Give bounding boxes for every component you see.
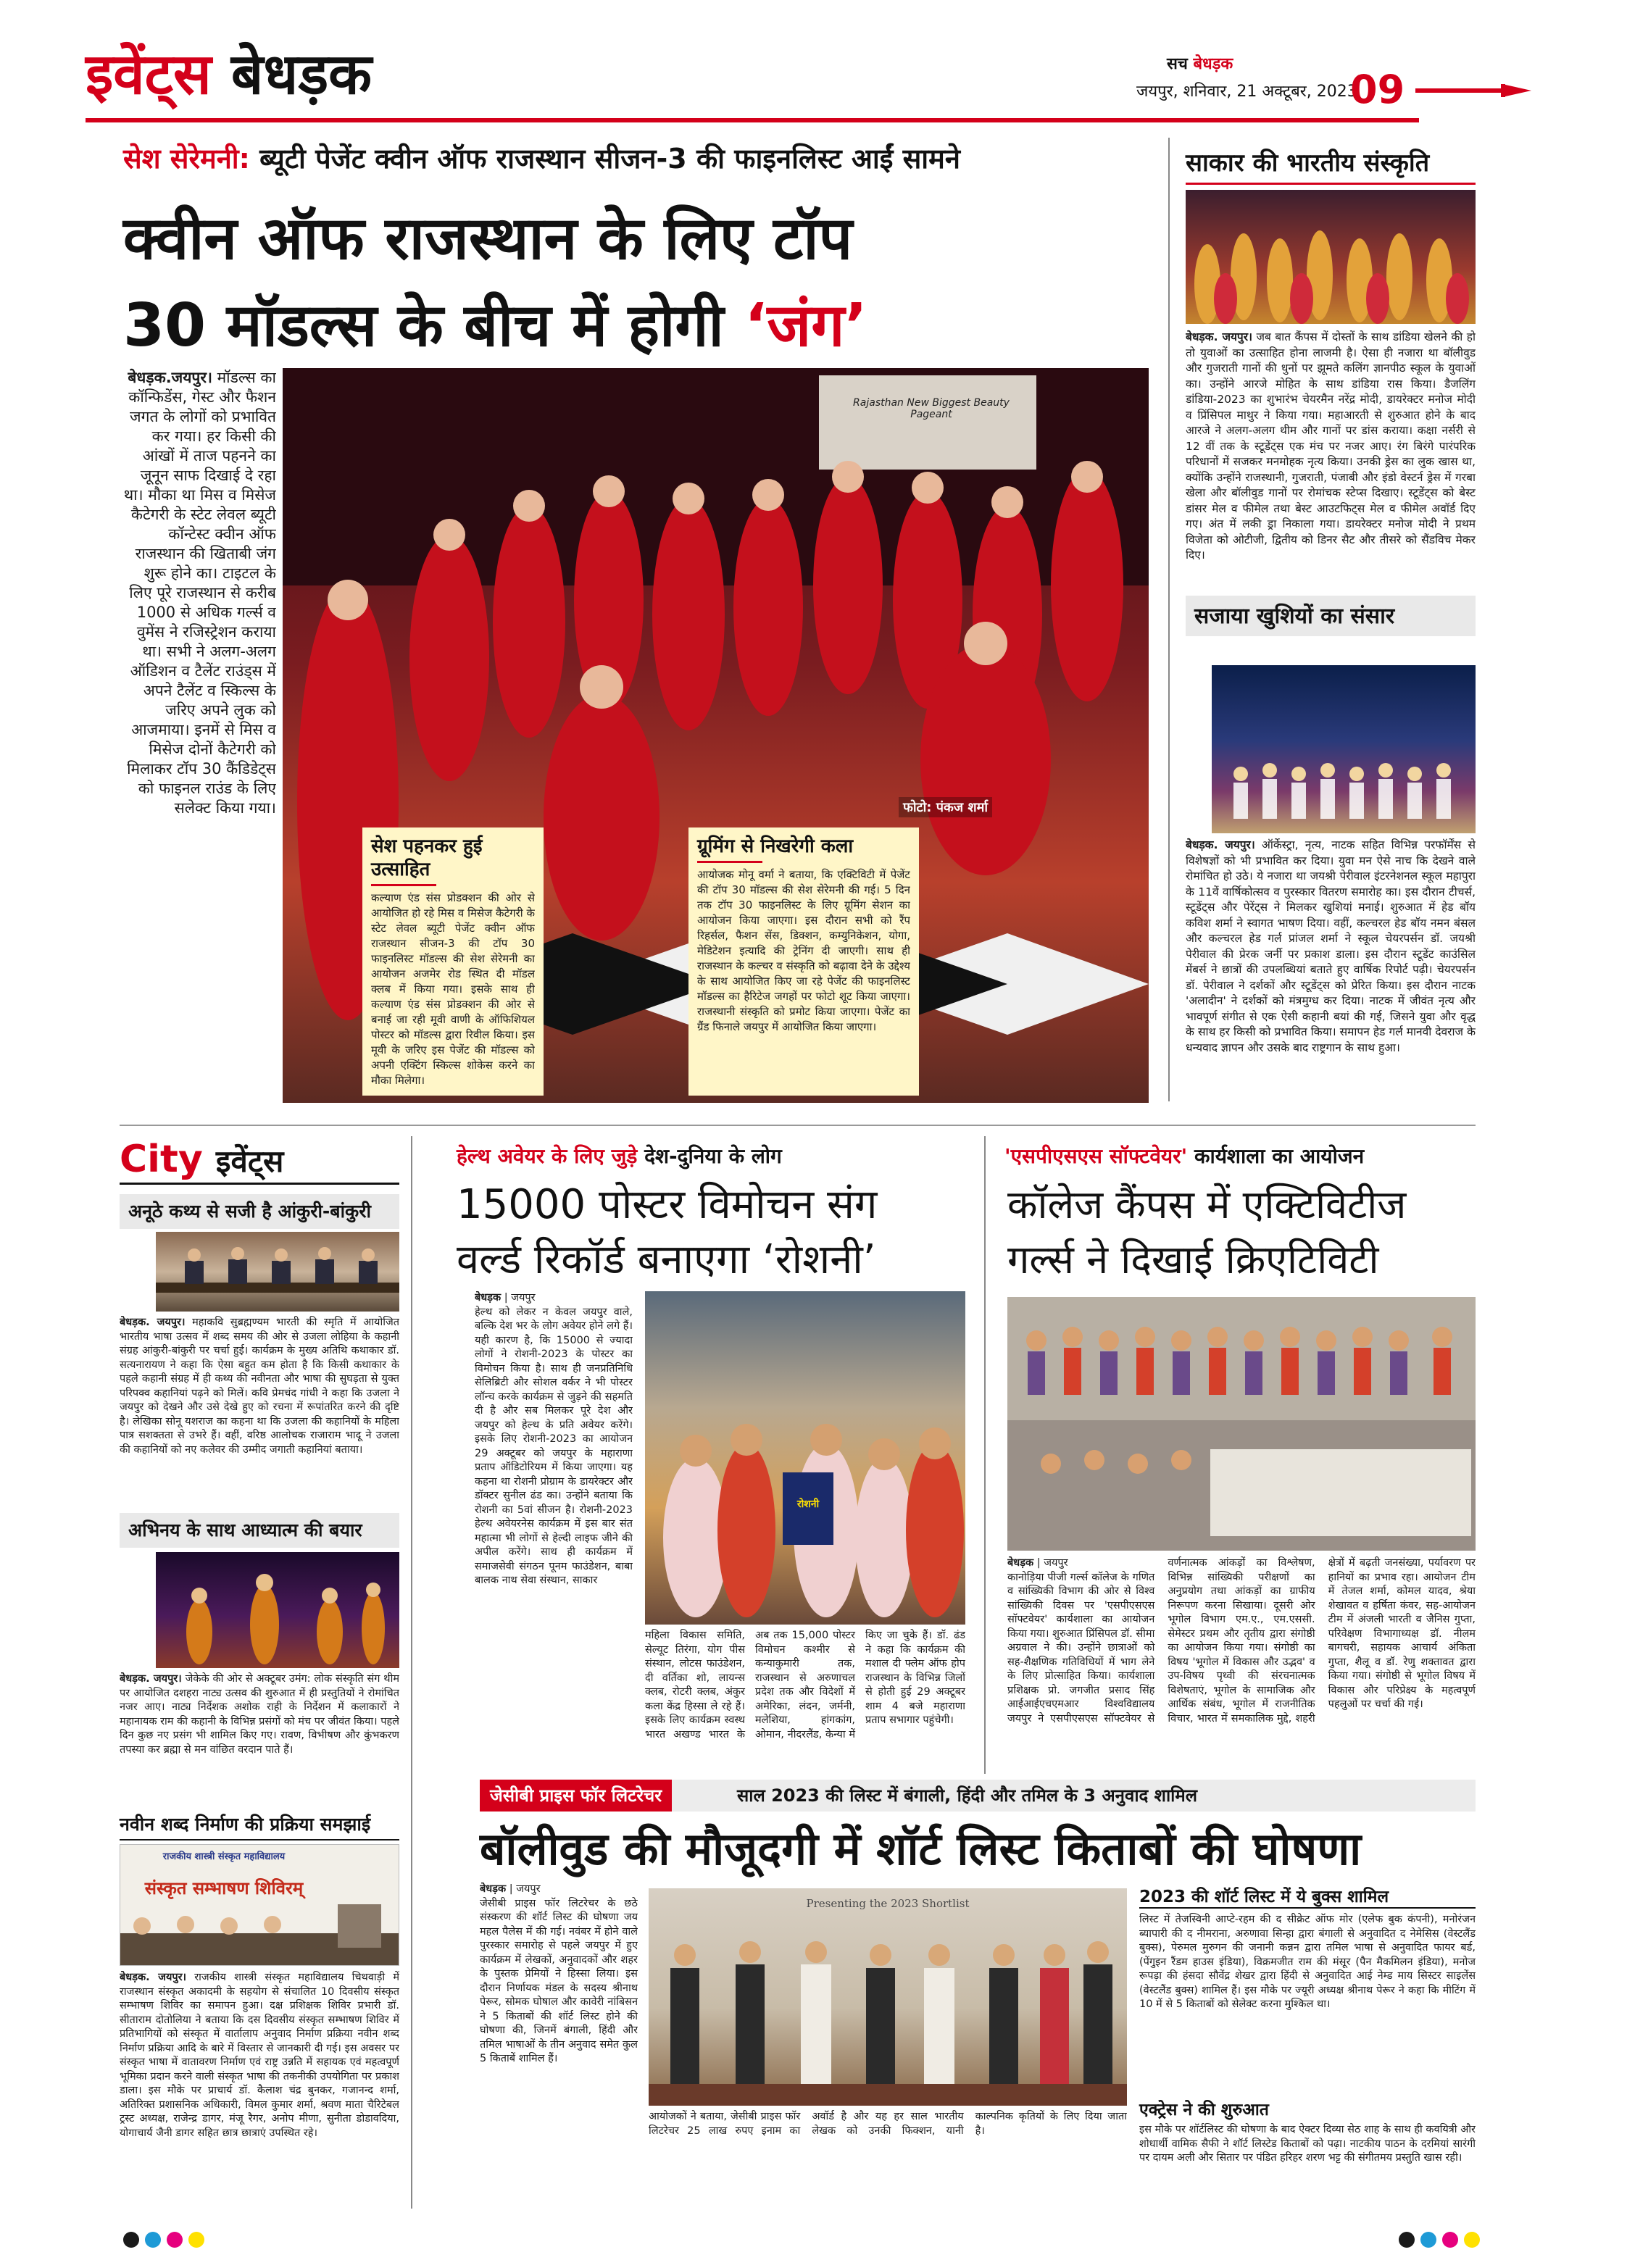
- lead-body: बेधड़क.जयपुर। मॉडल्स का कॉन्फिडेंस, गेस्ट और फैशन जगत के लोगों को प्रभावित कर गया। हर किसी की आंखों में ताज पहनने का जूनून साफ दिखाई दे रहा था। मौका था मिस व मिसेज कैटेगरी के स्टेट लेवल ब्यूटी कॉन्टेस्ट क्वीन ऑफ राजस्थान की खिताबी जंग शुरू होने का। टाइटल के लिए पूरे राजस्थान से करीब 1000 से अधिक गर्ल्स व वुमेंस ने रजिस्ट्रेशन कराया था। सभी ने अलग-अलग ऑडिशन व टैलेंट राउंड्स में अपने टैलेंट व स्किल्स के जरिए अपने लुक को आजमाया। इनमें से मिस व मिसेज दोनों कैटेगरी को मिलाकर टॉप 30 कैंडिडेट्स को फाइनल राउंड के लिए सलेक्ट किया गया।: [123, 369, 276, 817]
- sidebar-top-rule: [1186, 183, 1476, 185]
- jcb-kicker-bar: [480, 1780, 1476, 1812]
- city-story-2-body: बेधड़क. जयपुर। जेकेके की ओर से अक्टूबर उमंग: लोक संस्कृति संग थीम पर आयोजित दशहरा नाट्य उत्सव की शुरुआत में ही प्रस्तुतियों ने रोमांचित नजर आए। नाट्य निर्देशक अशोक राही के निर्देशन में कलाकारों ने महानायक राम की कहानी के विभिन्न प्रसंगों को मंच पर जीवंत किया। पहले दिन कुछ नए प्रसंग भी शामिल किए गए। रावण, विभीषण और कुंभकरण तपस्या कर ब्रह्मा से मन वांछित वरदान पाते हैं।: [120, 1673, 399, 1756]
- roshni-photo: [645, 1291, 965, 1625]
- city-story-2-photo: [156, 1552, 399, 1668]
- print-dots-right: [1399, 2232, 1486, 2251]
- roshni-column-rule: [984, 1136, 986, 1774]
- city-story-3-title: नवीन शब्द निर्माण की प्रक्रिया समझाई: [120, 1814, 371, 1835]
- box1-title: सेश पहनकर हुई उत्साहित: [371, 835, 483, 880]
- dot-cyan: [1420, 2232, 1436, 2248]
- sidebar-mid-body: बेधड़क. जयपुर। ऑर्केस्ट्रा, नृत्य, नाटक सहित विभिन्न परफॉर्मेंस से विशेषज्ञों को भी प्रभावित कर दिया। युवा मन ऐसे नाच कि देखने वाले रोमांचित हो उठे। ये नजारा था जयश्री पेरीवाल इंटरनेशनल स्कूल महापुरा के 11वें वार्षिकोत्सव व पुरस्कार वितरण समारोह का। इस दौरान टीचर्स, स्टूडेंट्स और पेरेंट्स ने मिलकर खुशियां मनाई। शुरुआत में हेड बॉय कविश शर्मा ने स्वागत भाषण दिया। वहीं, कल्चरल हेड बॉय नमन बंसल और कल्चरल हेड गर्ल प्रांजल शर्मा ने स्कूल चेयरपर्सन डॉ. जयश्री पेरीवाल की प्रेरक जर्नी पर प्रकाश डाला। इस दौरान स्टूडेंट काउंसिल मेंबर्स ने छात्रों की उपलब्धियां बताते हुए वार्षिक रिपोर्ट पढ़ी। चेयरपर्सन डॉ. पेरीवाल ने दर्शकों और स्टूडेंट्स को प्रेरित किया। इस दौरान नाटक 'अलादीन' ने दर्शकों को मंत्रमुग्ध कर दिया। नाटक में जीवंत नृत्य और भावपूर्ण संगीत से एक ऐसी कहानी बयां की गई, जिसने युवा और वृद्ध के साथ हर किसी को प्रभावित किया। समापन हेड गर्ल मानवी देवराज के धन्यवाद ज्ञापन और उसके बाद राष्ट्रगान के साथ हुआ।: [1186, 838, 1476, 1054]
- jcb-headline: बॉलीवुड की मौजूदगी में शॉर्ट लिस्ट किताबों की घोषणा: [480, 1822, 1362, 1875]
- photo-sign-text: Rajasthan New Biggest Beauty Pageant: [853, 397, 1010, 420]
- section-title: [86, 42, 372, 107]
- roshni-headline: 15000 पोस्टर विमोचन संग वर्ल्ड रिकॉर्ड बनाएगा ‘रोशनी’: [457, 1181, 878, 1283]
- jcb-list-rule: [1139, 1907, 1476, 1909]
- city-story-3-rule: [120, 1839, 399, 1840]
- dot-magenta: [1442, 2232, 1458, 2248]
- banner-college-name: राजकीय शास्त्री संस्कृत महाविद्यालय: [162, 1851, 286, 1862]
- spss-body: बेधड़क | जयपुर कानोड़िया पीजी गर्ल्स कॉलेज के गणित व सांख्यिकी विभाग की ओर से विश्व सांख्यिकी दिवस पर 'एसपीएसएस सॉफ्टवेयर' कार्यशाला का आयोजन किया गया। शुरुआत प्रिंसिपल डॉ. सीमा अग्रवाल ने की। उन्होंने छात्राओं को सह-शैक्षणिक गतिविधियों में भाग लेने के लिए प्रोत्साहित किया। कार्यशाला प्रशिक्षक प्रो. जगजीत प्रसाद सिंह आईआईएचएमआर विश्वविद्यालय जयपुर ने एसपीएसएस सॉफ्टवेयर से वर्णनात्मक आंकड़ों का विश्लेषण, विभिन्न सांख्यिकी परीक्षणों का अनुप्रयोग तथा आंकड़ों का ग्राफीय निरूपण करना सिखाया। दूसरी ओर भूगोल विभाग एम.ए., एम.एससी. सेमेस्टर प्रथम और तृतीय द्वारा संगोष्ठी का आयोजन किया गया। संगोष्ठी का विषय 'भूगोल में विकास और उद्भव' व उप-विषय पृथ्वी की संरचनात्मक विशेषताएं, भूगोल के सामाजिक और आर्थिक संबंध, भूगोल में राजनीतिक विचार, भारत में समकालिक मुद्दे, शहरी क्षेत्रों में बढ़ती जनसंख्या, पर्यावरण पर हानियों का प्रभाव रहा। आयोजन टीम में तेजल शर्मा, कोमल यादव, श्रेया शेखावत व हर्षिता कंवर, सह-आयोजन टीम में अंजली भारती व जैनिस गुप्ता, परिवेक्षण विभागाध्यक्ष डॉ. नीलम बागचरी, सहायक आचार्य अंकिता गुप्ता, शैलू व डॉ. रेणु शक्तावत द्वारा किया गया। संगोष्ठी से भूगोल विषय में विकास और परिप्रेक्ष्य के महत्वपूर्ण पहलुओं पर चर्चा की गई।: [1007, 1557, 1476, 1725]
- pen-icon: [1415, 80, 1539, 101]
- city-story-3-body: बेधड़क. जयपुर। राजकीय शास्त्री संस्कृत महाविद्यालय चिथवाड़ी में राजस्थान संस्कृत अकादमी के सहयोग से संचालित 10 दिवसीय संस्कृत सम्भाषण शिविर का समापन हुआ। दक्ष प्रशिक्षक शिविर प्रभारी डॉ. सीताराम दोतोलिया ने बताया कि दस दिवसीय संस्कृत सम्भाषण शिविर में प्रतिभागियों को संस्कृत में वार्तालाप अनुवाद निर्माण प्रक्रिया नवीन शब्द निर्माण प्रक्रिया आदि के बारे में विस्तार से जानकारी दी गई। इस अवसर पर संस्कृत भाषा में वातावरण निर्माण एवं राष्ट्र उन्नति में सहायक एवं महत्वपूर्ण भूमिका प्रदान करने वाली संस्कृत भाषा की तकनीकी उपयोगिता पर प्रकाश डाला। इस मौके पर प्राचार्य डॉ. कैलाश चंद्र बुनकर, गजानन्द शर्मा, अतिरिक्त प्रशासनिक अधिकारी, विमल कुमार शर्मा, श्रवण माता चैरिटेबल ट्रस्ट अध्यक्ष, राजेन्द्र डागर, मंजू रैगर, अनोप मीणा, सुनीता डोडावदिया, योगाचार्य जैनी डागर सहित छात्र छात्राएं उपस्थित रहे।: [120, 1972, 399, 2139]
- box2-body: आयोजक मोनू वर्मा ने बताया, कि एक्टिविटी में पेजेंट की टॉप 30 मॉडल्स की सेश सेरेमनी की गई। 5 दिन तक टॉप 30 फाइनलिस्ट के लिए ग्रूमिंग सेशन का आयोजन किया जाएगा। इस दौरान सभी को रैंप रिहर्सल, फैशन सेंस, डिक्शन, कम्युनिकेशन, योगा, मेडिटेशन इत्यादि की ट्रेनिंग दी जाएगी। साथ ही राजस्थान के कल्चर व संस्कृति को बढ़ावा देने के उद्देश्य के साथ आयोजित किए जा रहे पेजेंट की फाइनलिस्ट मॉडल्स का हैरिटेज जगहों पर फोटो शूट किया जाएगा। राजस्थानी संस्कृति को प्रमोट किया जाएगा। पेजेंट का ग्रैंड फिनाले जयपुर में आयोजित किया जाएगा।: [697, 868, 910, 1033]
- roshni-body-left: बेधड़क | जयपुर हेल्थ को लेकर न केवल जयपुर वाले, बल्कि देश भर के लोग अवेयर होने लगे हैं। यही कारण है, कि 15000 से ज्यादा लोगों ने रोशनी-2023 के पोस्टर का विमोचन किया है। साथ ही जनप्रतिनिधि सेलिब्रिटी और सोशल वर्कर ने भी पोस्टर लॉन्च करके कार्यक्रम से जुड़ने की सहमति दी है और सब मिलकर पूरे देश और जयपुर को हेल्थ के प्रति अवेयर करेंगे। इसके लिए रोशनी-2023 का आयोजन 29 अक्टूबर को जयपुर के महाराणा प्रताप ऑडिटोरियम में किया जाएगा। यह कहना था रोशनी प्रोग्राम के डायरेक्टर और डॉक्टर सुनील ढंड का। उन्होंने बताया कि रोशनी का 5वां सीजन है। रोशनी-2023 हेल्थ अवेयरनेस कार्यक्रम में इस बार संत महात्मा भी लोगों से हेल्दी लाइफ जीने की अपील करेंगे। साथ ही कार्यक्रम में समाजसेवी संगठन पूनम फाउंडेशन, बाबा बालक नाथ सेवा संस्थान, साकार: [475, 1292, 633, 1586]
- jcb-body-bottom: आयोजकों ने बताया, जेसीबी प्राइस फॉर लिटरेचर 25 लाख रुपए इनाम का अवॉर्ड है और यह हर साल भारतीय लेखक को उनकी फिक्शन, यानी काल्पनिक कृतियों के लिए दिया जाता है।: [649, 2111, 1127, 2137]
- right-column-rule: [1168, 138, 1170, 1101]
- city-story-1-body: बेधड़क. जयपुर। महाकवि सुब्रह्मण्यम भारती की स्मृति में आयोजित भारतीय भाषा उत्सव में शब्द समय की ओर से उजला लोहिया के कहानी संग्रह आंकुरी-बांकुरी पर चर्चा हुई। कार्यक्रम के मुख्य अतिथि कथाकार डॉ. सत्यनारायण ने कहा कि ऐसा बहुत कम होता है कि किसी कथाकार के पहले कहानी संग्रह में ही कथ्य की नवीनता और भाषा की सुघड़ता से युक्त परिपक्व कहानियां पढ़ने को मिलें। कवि प्रेमचंद गांधी ने कहा कि उजला ने जयपुर को देखने और उसे देखे हुए को रचना में रूपांतरित करने की दृष्टि है। लेखिका सोनू यशराज का कहना था कि उजला की कहानियों के महिला पात्र सशक्तता से उभरे हैं। वहीं, वरिष्ठ आलोचक राजाराम भादू ने उजला की कहानियों को नए कलेवर की उम्मीद जगाती कहानियां बताया।: [120, 1317, 399, 1456]
- dot-magenta: [167, 2232, 183, 2248]
- sidebar-top-title: साकार की भारतीय संस्कृति: [1186, 149, 1430, 178]
- roshni-poster-text: रोशनी: [796, 1498, 820, 1510]
- box2-title: ग्रूमिंग से निखरेगी कला: [697, 835, 854, 857]
- city-title-rule: [120, 1183, 399, 1185]
- photo-credit: फोटो: पंकज शर्मा: [899, 797, 992, 817]
- box1-body: कल्याण एंड संस प्रोडक्शन की ओर से आयोजित हो रहे मिस व मिसेज कैटेगरी के स्टेट लेवल ब्यूटी पेजेंट क्वीन ऑफ राजस्थान सीजन-3 की टॉप 30 फाइनलिस्ट मॉडल्स की सेश सेरेमनी का आयोजन अजमेर रोड स्थित दी मॉडल क्लब में किया गया। इसके साथ ही कल्याण एंड संस प्रोडक्शन की ओर से बनाई जा रही मूवी वाणी के ऑफिशियल पोस्टर को मॉडल्स द्वारा रिवील किया। इस मूवी के जरिए इस पेजेंट की मॉडल्स को अपनी एक्टिंग स्किल्स शोकेस करने का मौका मिलेगा।: [371, 891, 535, 1086]
- jcb-kicker: साल 2023 की लिस्ट में बंगाली, हिंदी और तमिल के 3 अनुवाद शामिल: [737, 1785, 1198, 1806]
- upper-section-rule: [120, 1125, 1476, 1126]
- spss-headline: कॉलेज कैंपस में एक्टिविटीज गर्ल्स ने दिखाई क्रिएटिविटी: [1007, 1182, 1407, 1283]
- dot-black: [1399, 2232, 1415, 2248]
- banner-shivir: संस्कृत सम्भाषण शिविरम्: [144, 1878, 304, 1898]
- city-column-rule: [411, 1136, 412, 2209]
- dot-cyan: [145, 2232, 161, 2248]
- dateline: जयपुर, शनिवार, 21 अक्टूबर, 2023: [1136, 83, 1357, 101]
- city-story-2-title: अभिनय के साथ आध्यात्म की बयार: [120, 1513, 399, 1548]
- box2-title-rule: [697, 861, 762, 863]
- masthead-rule: [86, 118, 1419, 122]
- jcb-photo: [649, 1888, 1127, 2106]
- city-story-3-photo: [120, 1844, 399, 1966]
- annual-day-photo: [1212, 665, 1476, 833]
- jcb-photo-banner: Presenting the 2023 Shortlist: [806, 1897, 970, 1910]
- spss-photo: [1007, 1297, 1476, 1551]
- lead-headline: क्वीन ऑफ राजस्थान के लिए टॉप 30 मॉडल्स के बीच में होगी ‘जंग’: [123, 204, 867, 360]
- sidebar-mid-title: सजाया खुशियों का संसार: [1186, 596, 1476, 636]
- box1-title-rule: [371, 884, 436, 886]
- jcb-sub-title: एक्ट्रेस ने की शुरुआत: [1139, 2101, 1269, 2119]
- jcb-body-left: बेधड़क | जयपुर जेसीबी प्राइस फॉर लिटरेचर के छठे संस्करण की शॉर्ट लिस्ट की घोषणा जय महल पैलेस में की गई। नवंबर में होने वाले पुरस्कार समारोह से पहले जयपुर में हुए कार्यक्रम में लेखकों, अनुवादकों और शहर के पुस्तक प्रेमियों ने हिस्सा लिया। इस दौरान निर्णायक मंडल के सदस्य श्रीनाथ पेरूर, सोमक घोषाल और कावेरी नांबिसन ने 5 किताबों की शॉर्ट लिस्ट होने की घोषणा की, जिनमें बंगाली, हिंदी और तमिल भाषाओं के तीन अनुवाद समेत कुल 5 किताबें शामिल हैं।: [480, 1883, 638, 2064]
- roshni-body-bottom: महिला विकास समिति, सेल्यूट तिरंगा, योग पीस संस्थान, लोटस फाउंडेशन, दी वर्तिका शो, लायन्स क्लब, रोटरी क्लब, अंकुर कला केंद्र हिस्सा ले रहे हैं। इसके लिए कार्यक्रम स्वस्थ भारत अखण्ड भारत के अब तक 15,000 पोस्टर विमोचन कश्मीर से कन्याकुमारी तक, राजस्थान से अरुणाचल प्रदेश तक और विदेशों में अमेरिका, लंदन, जर्मनी, मलेशिया, हांगकांग, ओमान, नीदरलैंड, केन्या में किए जा चुके हैं। डॉ. ढंड ने कहा कि कार्यक्रम की मशाल दी फ्लेम ऑफ होप राजस्थान के विभिन्न जिलों से होती हुई 29 अक्टूबर शाम 4 बजे महाराणा प्रताप सभागार पहुंचेगी।: [645, 1630, 965, 1740]
- section-title-black: बेधड़क: [230, 42, 373, 107]
- print-dots-left: [123, 2232, 210, 2251]
- city-events-title: City इवेंट्स: [120, 1138, 284, 1181]
- city-story-1-photo: [156, 1232, 399, 1312]
- lead-kicker: सेश सेरेमनी: ब्यूटी पेजेंट क्वीन ऑफ राजस्थान सीजन-3 की फाइनलिस्ट आईं सामने: [123, 143, 960, 175]
- section-title-red: इवेंट्स: [86, 42, 212, 107]
- lead-box-1: [362, 827, 544, 1096]
- jcb-tag: जेसीबी प्राइस फॉर लिटरेचर: [480, 1780, 672, 1812]
- jcb-list-title: 2023 की शॉर्ट लिस्ट में ये बुक्स शामिल: [1139, 1888, 1389, 1906]
- jcb-sub-body: इस मौके पर शॉर्टलिस्ट की घोषणा के बाद ऐक्टर दिव्या सेठ शाह के साथ ही कवयित्री और शोधार्थी वामिक सैफी ने शॉर्ट लिस्टेड किताबों को पढ़ा। नाटकीय पाठन के दरमियां सारंगी पर दायम अली और सितार पर पंडित हरिहर शरण भट्ट की संगीतमय प्रस्तुति खास रही।: [1139, 2124, 1476, 2164]
- spss-kicker: 'एसपीएसएस सॉफ्टवेयर' कार्यशाला का आयोजन: [1004, 1144, 1365, 1168]
- jcb-list-body: लिस्ट में तेजस्विनी आप्टे-रहम की द सीक्रेट ऑफ मोर (एलेफ बुक कंपनी), मनोरंजन ब्यापारी की द नीमराना, अरुणावा सिन्हा द्वारा बंगाली से अनुवादित द नेमेसिस (वेस्टलैंड बुक्स), पेरुमल मुरुगन की जनानी कन्नन द्वारा तमिल भाषा से अनुवादित फायर बर्ड, (पेंगुइन रैंडम हाउस इंडिया), विक्रमजीत राम की मंसूर (पैन मैकमिलन इंडिया), मनोज रूपड़ा की हंसदा सौवेंद्र शेखर द्वारा हिंदी से अनुवादित आई नेम्ड माय सिस्टर साइलेंस (वेस्टलैंड बुक्स) शामिल हैं। इस मौके पर ज्यूरी अध्यक्ष श्रीनाथ पेरूर ने कहा कि मीटिंग में 10 में से 5 किताबों को सेलेक्ट करना मुश्किल था।: [1139, 1914, 1476, 2010]
- sidebar-top-body: बेधड़क. जयपुर। जब बात कैंपस में दोस्तों के साथ डांडिया खेलने की हो तो युवाओं का उत्साहित होना लाजमी है। ऐसा ही नजारा था बॉलीवुड और गुजराती गानों की धुनों पर झूमते कलिंग ज्ञानपीठ स्कूल के युवाओं का। उन्होंने आरजे मोहित के साथ डांडिया रास किया। डैजलिंग डांडिया-2023 का शुभारंभ चेयरमैन नरेंद्र मोदी, डायरेक्टर मनोज मोदी व प्रिंसिपल माथुर ने किया गया। महाआरती से शुरुआत होने के बाद आरजे ने अलग-अलग थीम और गानों पर डांस कराया। कक्षा नर्सरी से 12 वीं तक के स्टूडेंट्स एक मंच पर नजर आए। रंग बिरंगे पारंपरिक परिधानों में सजकर मनमोहक नृत्य किया। उनकी ड्रेस का लुक खास था, क्योंकि उन्होंने राजस्थानी, गुजराती, पंजाबी और इंडो वेस्टर्न ड्रेस में गरबा खेला और बॉलीवुड गानों पर रोमांचक स्टेप्स दिखाए। स्टूडेंट्स को बेस्ट डांसर मेल व फीमेल तथा बेस्ट आउटफिट्स मेल व फीमेल अवॉर्ड दिए गए। अंत में लकी ड्रा निकाला गया। डायरेक्टर मनोज मोदी ने प्रथम विजेता को ओटीजी, द्वितीय को डिनर सैट और तीसरे को सैंडविच मेकर दिए।: [1186, 330, 1476, 562]
- lead-box-2: [688, 827, 919, 1096]
- masthead: [86, 42, 1542, 129]
- dandiya-photo: [1186, 190, 1476, 324]
- dot-black: [123, 2232, 139, 2248]
- dot-yellow: [188, 2232, 204, 2248]
- brand-logo: सच बेधड़क: [1167, 55, 1233, 73]
- city-story-1-title: अनूठे कथ्य से सजी है आंकुरी-बांकुरी: [120, 1194, 399, 1229]
- roshni-kicker: हेल्थ अवेयर के लिए जुड़े देश-दुनिया के लोग: [457, 1144, 782, 1168]
- page-number: 09: [1350, 67, 1405, 112]
- dot-yellow: [1464, 2232, 1480, 2248]
